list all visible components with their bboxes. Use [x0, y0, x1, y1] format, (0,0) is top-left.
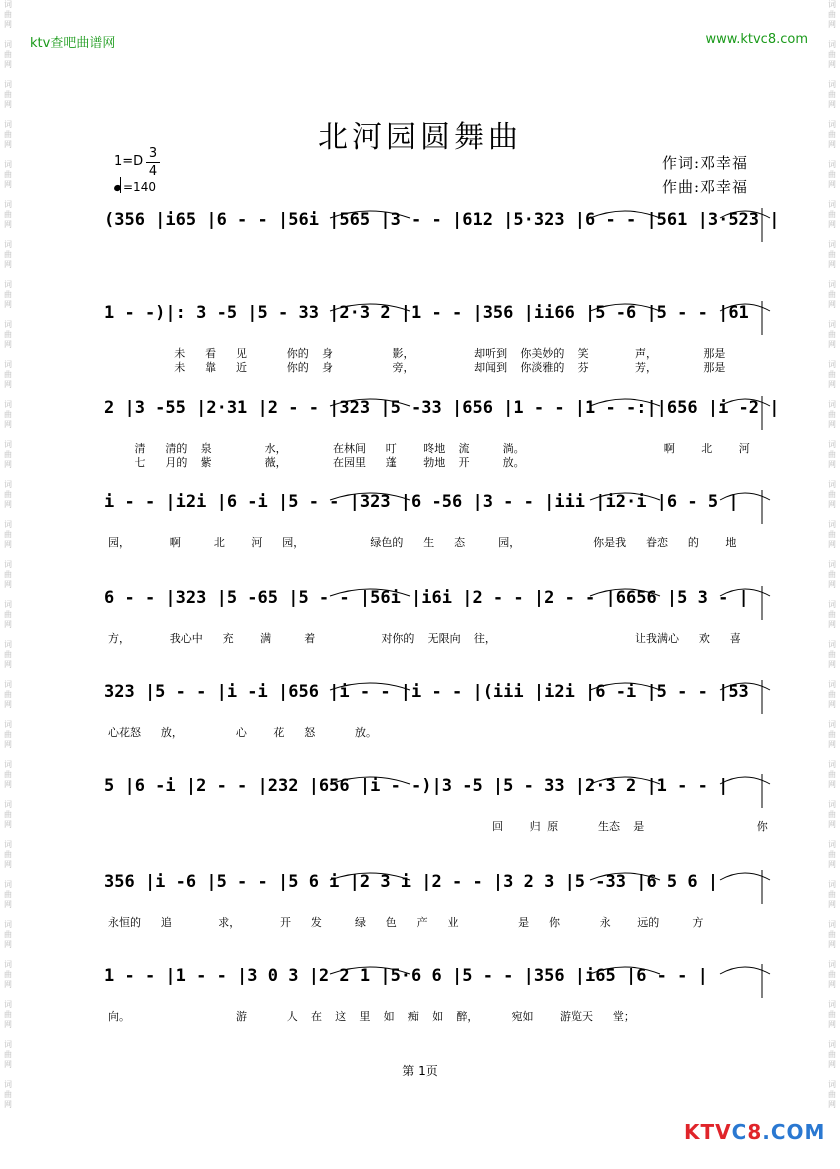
side-watermark-char: 曲	[828, 210, 836, 219]
side-watermark-char: 网	[4, 300, 12, 309]
notation-line: 1 - - |1 - - |3 0 3 |2 2 1 |5·6 6 |5 - - |356 |i65 |6 - - |	[104, 966, 708, 986]
side-watermark-char: 曲	[828, 650, 836, 659]
side-watermark-char: 网	[828, 1060, 836, 1069]
side-watermark-char: 网	[4, 220, 12, 229]
notation-line: 6 - - |323 |5 -65 |5 - - |56i |i6i |2 - - |2 - - |6656 |5 3 - |	[104, 588, 749, 608]
slur-mark	[330, 777, 410, 784]
side-watermark-char: 网	[4, 580, 12, 589]
side-watermark-char: 网	[4, 900, 12, 909]
composer-credit: 作曲:邓幸福	[662, 178, 749, 196]
side-watermark-char	[825, 1110, 839, 1120]
side-watermark-char: 网	[828, 660, 836, 669]
side-watermark-char: 词	[4, 400, 12, 409]
side-watermark-char: 词	[828, 760, 836, 769]
side-watermark-char: 词	[828, 1000, 836, 1009]
side-watermark-char: 网	[4, 780, 12, 789]
side-watermark-char: 词	[4, 40, 12, 49]
notation-line: 1 - -)|: 3 -5 |5 - 33 |2·3 2 |1 - - |356 |ii66 |5 -6 |5 - - |61	[104, 303, 749, 323]
side-watermark-char: 曲	[4, 850, 12, 859]
lyric-line: 心花怒 放， 心 花 怒 放。	[108, 726, 377, 739]
song-title: 北河园圆舞曲	[318, 120, 522, 155]
side-watermark-char: 网	[828, 420, 836, 429]
side-watermark-char: 曲	[828, 1050, 836, 1059]
side-watermark-char	[825, 190, 839, 200]
slur-mark	[330, 967, 410, 974]
side-watermark-char: 曲	[828, 50, 836, 59]
side-watermark-char: 词	[4, 160, 12, 169]
side-watermark-char: 曲	[4, 450, 12, 459]
side-watermark-char: 曲	[828, 370, 836, 379]
side-watermark-char	[825, 70, 839, 80]
side-watermark-char: 曲	[4, 130, 12, 139]
notation-decorations	[0, 766, 840, 816]
side-watermark-char: 曲	[4, 770, 12, 779]
side-watermark-char: 网	[828, 20, 836, 29]
side-watermark-char: 网	[828, 1020, 836, 1029]
side-watermark-char: 曲	[4, 10, 12, 19]
side-watermark-char: 词	[828, 720, 836, 729]
side-watermark-char: 网	[828, 540, 836, 549]
side-watermark-char: 网	[828, 780, 836, 789]
notation-decorations	[0, 293, 840, 343]
side-watermark-char: 曲	[828, 970, 836, 979]
site-logo: KTVC8.COM	[684, 1120, 826, 1144]
side-watermark-char: 曲	[828, 490, 836, 499]
side-watermark-char: 词	[4, 680, 12, 689]
side-watermark-char: 曲	[4, 690, 12, 699]
side-watermark-char	[1, 30, 15, 40]
side-watermark-char: 网	[4, 260, 12, 269]
slur-mark	[590, 589, 660, 596]
side-watermark-char: 词	[4, 760, 12, 769]
side-watermark-char: 网	[828, 260, 836, 269]
side-watermark-char: 网	[4, 380, 12, 389]
side-watermark-char: 词	[828, 600, 836, 609]
side-watermark-char: 词	[828, 320, 836, 329]
side-watermark-char: 曲	[828, 810, 836, 819]
side-watermark-char: 词	[4, 920, 12, 929]
side-watermark-char: 曲	[4, 250, 12, 259]
side-watermark-char: 词	[828, 440, 836, 449]
side-watermark-char: 曲	[4, 810, 12, 819]
side-watermark-char: 网	[828, 60, 836, 69]
notation-line: 2 |3 -55 |2·31 |2 - - |323 |5 -33 |656 |1 - - |1 - -:||656 |i -2 |	[104, 398, 780, 418]
side-watermark-char: 网	[828, 860, 836, 869]
side-watermark-char: 网	[828, 1100, 836, 1109]
side-watermark-char: 词	[828, 520, 836, 529]
side-watermark-char: 网	[828, 620, 836, 629]
side-watermark-char: 词	[828, 560, 836, 569]
side-watermark-char: 网	[4, 1020, 12, 1029]
side-watermark-char: 词	[828, 640, 836, 649]
left-site-watermark: ktv查吧曲谱网	[30, 36, 116, 51]
side-watermark-char: 网	[4, 740, 12, 749]
side-watermark-char: 词	[4, 1040, 12, 1049]
side-watermark-char: 词	[4, 640, 12, 649]
side-watermark-char: 词	[828, 1080, 836, 1089]
side-watermark-char: 曲	[828, 410, 836, 419]
side-watermark-char: 词	[828, 880, 836, 889]
lyric-line: 永恒的 追 求， 开 发 绿 色 产 业 是 你 永 远的 方	[108, 916, 704, 929]
slur-mark	[590, 683, 660, 690]
side-watermark-char: 曲	[828, 90, 836, 99]
slur-mark	[590, 493, 660, 500]
side-watermark-char: 网	[4, 460, 12, 469]
side-watermark-char: 网	[4, 860, 12, 869]
side-watermark-char: 网	[828, 140, 836, 149]
side-watermark-char: 曲	[4, 210, 12, 219]
side-watermark-char: 曲	[828, 770, 836, 779]
side-watermark-char: 词	[828, 120, 836, 129]
side-watermark-char: 词	[828, 80, 836, 89]
lyric-line: 清 清的 泉 水， 在林间 叮 咚地 流 淌。 啊 北 河	[108, 442, 750, 455]
side-watermark-char: 网	[4, 60, 12, 69]
side-watermark-char: 曲	[4, 650, 12, 659]
side-watermark-char: 曲	[4, 730, 12, 739]
side-watermark-char: 曲	[4, 1050, 12, 1059]
tempo-marking	[114, 178, 156, 194]
side-watermark-char: 网	[828, 300, 836, 309]
side-watermark-char: 网	[4, 620, 12, 629]
side-watermark-char: 词	[828, 800, 836, 809]
side-watermark-char: 网	[828, 500, 836, 509]
side-watermark-char: 网	[4, 540, 12, 549]
side-watermark-char: 网	[4, 940, 12, 949]
right-site-watermark: www.ktvc8.com	[705, 32, 808, 47]
side-watermark-char: 曲	[828, 730, 836, 739]
side-watermark-char: 网	[828, 900, 836, 909]
side-watermark-char: 词	[828, 480, 836, 489]
slur-mark	[590, 967, 660, 974]
lyricist-credit: 作词:邓幸福	[662, 154, 749, 172]
side-watermark-char: 曲	[4, 370, 12, 379]
side-watermark-char: 网	[4, 660, 12, 669]
side-watermark-char: 词	[828, 200, 836, 209]
side-watermark-char: 网	[828, 820, 836, 829]
notation-line: 5 |6 -i |2 - - |232 |656 |i - -)|3 -5 |5 - 33 |2·3 2 |1 - - |	[104, 776, 729, 796]
side-watermark-char: 曲	[4, 1010, 12, 1019]
side-watermark-char: 网	[828, 340, 836, 349]
side-watermark-char: 词	[4, 560, 12, 569]
side-watermark-char: 词	[4, 360, 12, 369]
side-watermark-char: 曲	[828, 290, 836, 299]
notation-decorations	[0, 200, 840, 250]
side-watermark-char: 词	[828, 360, 836, 369]
side-watermark-char: 词	[4, 240, 12, 249]
time-signature-top: 3	[148, 146, 158, 161]
notation-line: 356 |i -6 |5 - - |5 6 i |2 3 i |2 - - |3 2 3 |5 -33 |6 5 6 |	[104, 872, 719, 892]
side-watermark-char: 曲	[828, 130, 836, 139]
side-watermark-char: 网	[828, 740, 836, 749]
side-watermark-char: 词	[828, 40, 836, 49]
slur-mark	[330, 304, 410, 311]
notation-decorations	[0, 482, 840, 532]
side-watermark-char: 词	[828, 920, 836, 929]
side-watermark-char: 网	[4, 180, 12, 189]
side-watermark-char: 曲	[828, 690, 836, 699]
side-watermark-char: 曲	[828, 530, 836, 539]
side-watermark-char: 词	[4, 800, 12, 809]
side-watermark-char: 词	[4, 520, 12, 529]
side-watermark-char: 词	[828, 280, 836, 289]
side-watermark-char: 曲	[4, 410, 12, 419]
side-watermark-char: 曲	[828, 850, 836, 859]
side-watermark-char: 网	[828, 220, 836, 229]
side-watermark-char: 词	[828, 960, 836, 969]
side-watermark-char: 曲	[4, 90, 12, 99]
slur-mark	[330, 211, 410, 218]
side-watermark-char: 网	[828, 380, 836, 389]
side-watermark-char: 曲	[828, 250, 836, 259]
notation-decorations	[0, 862, 840, 912]
side-watermark-char: 词	[4, 200, 12, 209]
side-watermark-char: 词	[828, 400, 836, 409]
notation-line: 323 |5 - - |i -i |656 |i - - |i - - |(iii |i2i |6 -i |5 - - |53	[104, 682, 749, 702]
notation-decorations	[0, 956, 840, 1006]
side-watermark-char: 网	[4, 1060, 12, 1069]
side-watermark-char: 词	[4, 1000, 12, 1009]
side-watermark-char: 网	[4, 100, 12, 109]
side-watermark-char: 词	[4, 320, 12, 329]
side-watermark-char: 网	[4, 820, 12, 829]
side-watermark-char: 网	[828, 700, 836, 709]
lyric-line: 回 归 原 生态 是 你	[108, 820, 768, 833]
side-watermark-char: 词	[4, 880, 12, 889]
side-watermark-char: 曲	[828, 890, 836, 899]
side-watermark-char: 词	[4, 720, 12, 729]
tempo-value: =140	[123, 180, 156, 194]
side-watermark-char: 曲	[4, 570, 12, 579]
side-watermark-char: 词	[4, 440, 12, 449]
lyric-line: 方， 我心中 充 满 着 对你的 无限向 往， 让我满心 欢 喜	[108, 632, 741, 645]
side-watermark-char: 网	[4, 980, 12, 989]
notation-line: i - - |i2i |6 -i |5 - - |323 |6 -56 |3 - - |iii |i2·i |6 - 5 |	[104, 492, 739, 512]
lyric-line: 未 靠 近 你的 身 旁， 却闻到 你淡雅的 芬 芳， 那是	[108, 361, 726, 374]
side-watermark-char: 网	[828, 100, 836, 109]
slur-mark	[590, 304, 660, 311]
side-watermark-char: 词	[828, 840, 836, 849]
side-watermark-char: 曲	[4, 50, 12, 59]
slur-mark	[590, 399, 660, 406]
time-signature-bottom: 4	[148, 164, 158, 179]
notation-line: (356 |i65 |6 - - |56i |565 |3 - - |612 |5·323 |6 - - |561 |3·523 |	[104, 210, 780, 230]
side-watermark-char: 网	[4, 20, 12, 29]
side-watermark-char: 曲	[4, 970, 12, 979]
side-watermark-char: 曲	[4, 330, 12, 339]
side-watermark-char	[1, 1110, 15, 1120]
slur-mark	[590, 777, 660, 784]
side-watermark-char: 词	[828, 1040, 836, 1049]
side-watermark-char: 曲	[4, 290, 12, 299]
slur-mark	[330, 399, 410, 406]
side-watermark-char: 网	[828, 180, 836, 189]
slur-mark	[590, 873, 660, 880]
lyric-line: 向。 游 人 在 这 里 如 痴 如 醉， 宛如 游览天 堂；	[108, 1010, 635, 1023]
slur-mark	[590, 211, 660, 218]
notation-decorations	[0, 578, 840, 628]
notation-decorations	[0, 388, 840, 438]
side-watermark-char: 词	[828, 680, 836, 689]
side-watermark-char: 曲	[4, 930, 12, 939]
side-watermark-char: 网	[4, 140, 12, 149]
side-watermark-char: 曲	[828, 1090, 836, 1099]
side-watermark-char: 词	[828, 240, 836, 249]
side-watermark-char	[1, 70, 15, 80]
side-watermark-char: 词	[4, 280, 12, 289]
time-signature	[146, 146, 160, 179]
side-watermark-char: 曲	[828, 330, 836, 339]
side-watermark-char: 曲	[828, 170, 836, 179]
side-watermark-char: 曲	[828, 930, 836, 939]
side-watermark-char: 网	[4, 340, 12, 349]
key-signature: 1=D	[114, 154, 144, 169]
side-watermark-char: 曲	[828, 610, 836, 619]
side-watermark-char: 网	[828, 980, 836, 989]
side-watermark-char: 曲	[4, 170, 12, 179]
page-number: 第 1页	[402, 1064, 438, 1078]
side-watermark-char: 曲	[4, 890, 12, 899]
side-watermark-char: 词	[4, 1080, 12, 1089]
lyric-line: 七 月的 紫 薇， 在园里 蓬 勃地 开 放。	[108, 456, 525, 469]
side-watermark-char: 网	[4, 700, 12, 709]
side-watermark-char: 词	[4, 120, 12, 129]
side-watermark-char: 曲	[4, 530, 12, 539]
side-watermark-char: 词	[4, 80, 12, 89]
side-watermark-char: 网	[828, 580, 836, 589]
side-watermark-char: 曲	[828, 570, 836, 579]
side-watermark-char	[825, 30, 839, 40]
slur-mark	[330, 493, 410, 500]
side-watermark-char: 网	[4, 500, 12, 509]
side-watermark-char: 词	[4, 480, 12, 489]
lyric-line: 未 看 见 你的 身 影， 却听到 你美妙的 笑 声， 那是	[108, 347, 726, 360]
slur-mark	[330, 683, 410, 690]
side-watermark-char: 网	[4, 420, 12, 429]
side-watermark-char	[1, 190, 15, 200]
side-watermark-char: 词	[4, 840, 12, 849]
side-watermark-char: 网	[828, 940, 836, 949]
notation-decorations	[0, 672, 840, 722]
side-watermark-char: 曲	[4, 490, 12, 499]
slur-mark	[330, 589, 410, 596]
side-watermark-char: 网	[828, 460, 836, 469]
lyric-line: 园， 啊 北 河 园， 绿色的 生 态 园， 你是我 眷恋 的 地	[108, 536, 737, 549]
side-watermark-char: 词	[4, 0, 12, 9]
side-watermark-char: 曲	[4, 1090, 12, 1099]
side-watermark-char: 曲	[828, 10, 836, 19]
side-watermark-char: 曲	[828, 1010, 836, 1019]
side-watermark-char: 词	[828, 160, 836, 169]
side-watermark-char: 网	[4, 1100, 12, 1109]
side-watermark-char: 曲	[4, 610, 12, 619]
side-watermark-char: 词	[4, 960, 12, 969]
slur-mark	[330, 873, 410, 880]
side-watermark-char: 曲	[828, 450, 836, 459]
side-watermark-char: 词	[4, 600, 12, 609]
side-watermark-char: 词	[828, 0, 836, 9]
